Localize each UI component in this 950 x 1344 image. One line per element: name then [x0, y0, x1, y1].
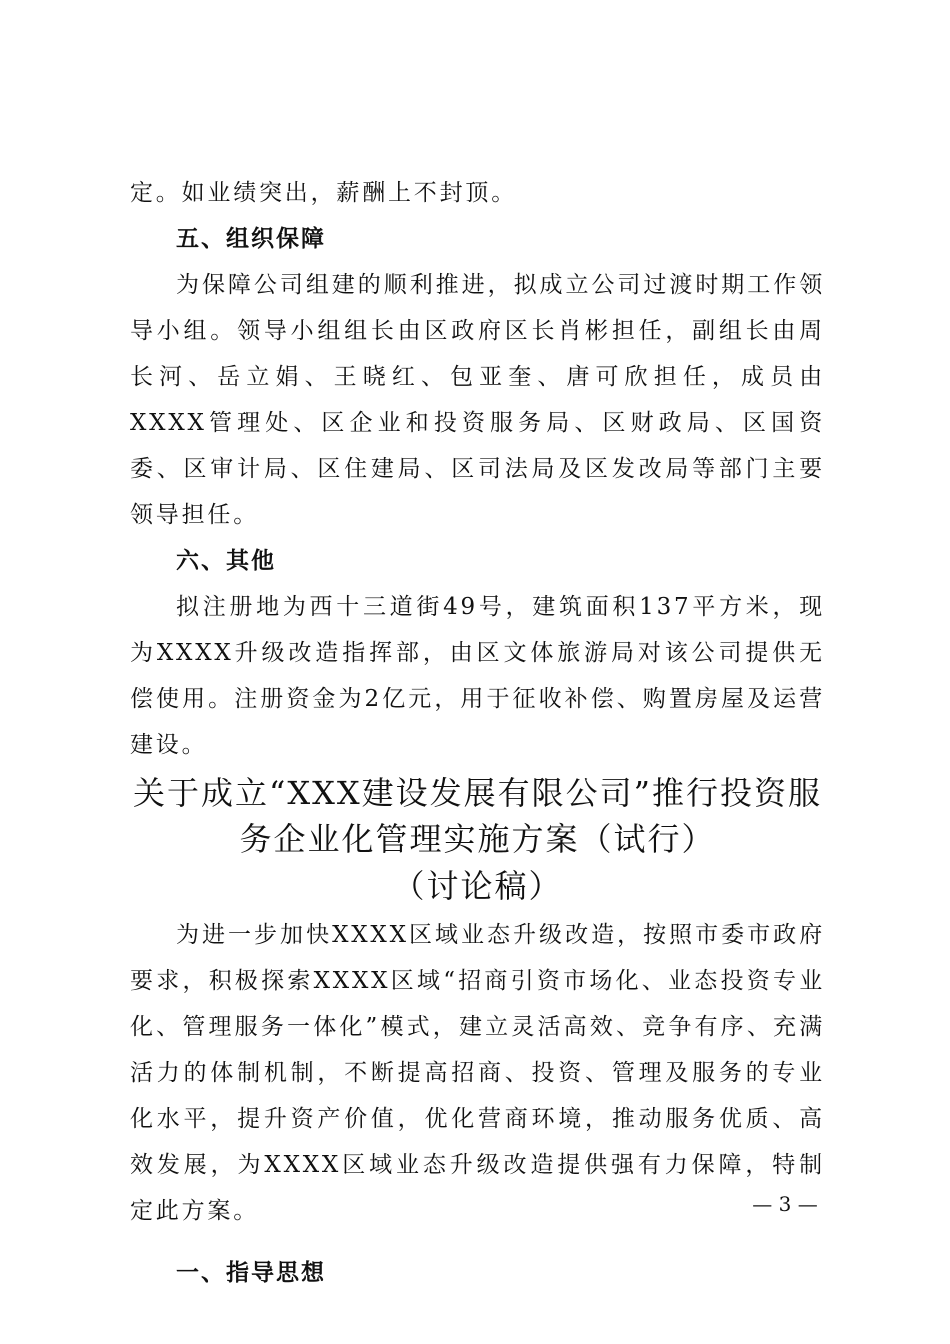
paragraph-spacer: [130, 1234, 825, 1250]
section-heading-other: 六、其他: [176, 548, 276, 574]
continuation-paragraph: 定。如业绩突出，薪酬上不封顶。: [130, 180, 517, 206]
page-number: — 3 —: [752, 1192, 818, 1216]
other-paragraph: 拟注册地为西十三道街49号，建筑面积137平方米，现为XXXX升级改造指挥部，由区文体旅游局对该公司提供无偿使用。注册资金为2亿元，用于征收补偿、购置房屋及运营建设。: [130, 594, 825, 758]
document-subtitle: （讨论稿）: [392, 867, 563, 905]
intro-paragraph: 为进一步加快XXXX区域业态升级改造，按照市委市政府要求，积极探索XXXX区域“招商引资市场化、业态投资专业化、管理服务一体化”模式，建立灵活高效、竞争有序、充满活力的体制机制，不断提高招商、投资、管理及服务的专业化水平，提升资产价值，优化营商环境，推动服务优质、高效发展，为XXXX区域业态升级改造提供强有力保障，特制定此方案。: [130, 922, 825, 1224]
document-page: [130, 170, 825, 1296]
organization-paragraph: 为保障公司组建的顺利推进，拟成立公司过渡时期工作领导小组。领导小组组长由区政府区长肖彬担任，副组长由周长河、岳立娟、王晓红、包亚奎、唐可欣担任，成员由XXXX管理处、区企业和投资服务局、区财政局、区国资委、区审计局、区住建局、区司法局及区发改局等部门主要领导担任。: [130, 272, 825, 528]
section-heading-guiding-ideology: 一、指导思想: [176, 1260, 326, 1286]
section-heading-organization: 五、组织保障: [176, 226, 326, 252]
document-title: 关于成立“XXX建设发展有限公司”推行投资服务企业化管理实施方案（试行）: [132, 774, 823, 858]
